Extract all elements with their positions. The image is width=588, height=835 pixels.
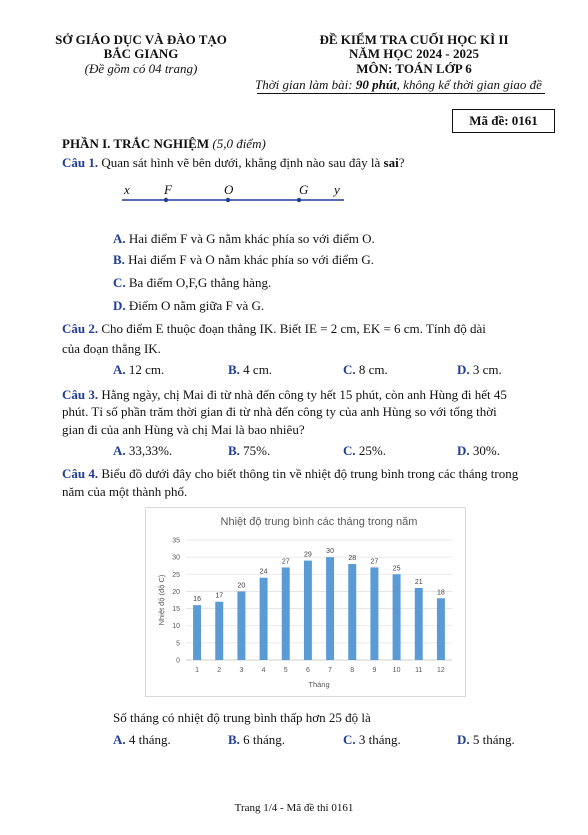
data-label: 20 [237, 582, 246, 590]
x-tick-label: 11 [415, 667, 423, 674]
bar [193, 605, 201, 660]
y-tick-label: 0 [176, 657, 180, 665]
bar [237, 591, 245, 660]
q3-option-d[interactable]: D. 30%. [457, 443, 500, 458]
q3-option-b[interactable]: B. 75%. [228, 443, 271, 458]
data-label: 30 [326, 548, 334, 556]
question-3-line2: phút. Tỉ số phần trăm thời gian đi từ nhà đến công ty của anh Hùng so với tổng thời [62, 404, 497, 419]
bar [415, 588, 423, 660]
q2-option-c[interactable]: C. 8 cm. [343, 362, 388, 377]
y-tick-label: 30 [172, 554, 180, 562]
q4-option-b[interactable]: B. 6 tháng. [228, 732, 286, 747]
x-axis-label: Tháng [308, 680, 330, 689]
subject-grade: MÔN: TOÁN LỚP 6 [356, 61, 472, 76]
q1-option-a[interactable]: A. Hai điểm F và G nằm khác phía so với điểm O. [113, 231, 375, 246]
x-tick-label: 8 [350, 667, 355, 674]
bar [304, 561, 312, 660]
question-4: Câu 4. Biểu đồ dưới đây cho biết thông tin về nhiệt độ trung bình trong các tháng trong [62, 466, 519, 481]
section-title: PHẦN I. TRẮC NGHIỆM (5,0 điểm) [62, 136, 266, 151]
point-f [164, 198, 168, 202]
x-tick-label: 12 [437, 667, 445, 674]
data-label: 17 [215, 592, 224, 600]
q4-option-c[interactable]: C. 3 tháng. [343, 732, 401, 747]
data-label: 18 [437, 589, 445, 597]
line-figure-svg [122, 180, 344, 206]
data-label: 27 [370, 558, 379, 566]
data-label: 25 [392, 565, 401, 573]
bar [326, 557, 334, 660]
data-label: 28 [348, 555, 357, 562]
x-tick-label: 10 [392, 667, 401, 674]
question-3-line3: gian đi của anh Hùng và chị Mai là bao nhiêu? [62, 422, 305, 437]
question-1: Câu 1. Quan sát hình vẽ bên dưới, khẳng định nào sau đây là sai? [62, 155, 405, 170]
data-label: 16 [193, 596, 201, 604]
line-figure [122, 180, 344, 206]
label-x: x [124, 182, 130, 197]
bar [393, 574, 401, 660]
bar [370, 567, 378, 660]
q3-option-a[interactable]: A. 33,33%. [113, 443, 173, 458]
temperature-chart-svg [146, 508, 467, 698]
x-tick-label: 6 [305, 667, 310, 674]
x-tick-label: 4 [261, 667, 266, 674]
q1-option-b[interactable]: B. Hai điểm F và O nằm khác phía so với điểm G. [113, 252, 375, 267]
x-tick-label: 3 [239, 667, 244, 674]
label-o: O [224, 182, 234, 197]
x-tick-label: 9 [372, 667, 377, 674]
header-underline [257, 93, 545, 94]
time-note: Thời gian làm bài: 90 phút, không kể thời gian giao đề [255, 77, 542, 92]
x-tick-label: 2 [217, 667, 222, 674]
bar [215, 602, 223, 660]
question-4-prompt: Số tháng có nhiệt độ trung bình thấp hơn 25 độ là [113, 710, 371, 725]
x-tick-label: 7 [328, 667, 333, 674]
q1-option-d[interactable]: D. Điểm O nằm giữa F và G. [113, 298, 265, 313]
label-f: F [164, 182, 172, 197]
q3-option-c[interactable]: C. 25%. [343, 443, 386, 458]
question-4-line2: năm của một thành phố. [62, 484, 188, 499]
x-tick-label: 5 [283, 667, 288, 674]
q1-option-c[interactable]: C. Ba điểm O,F,G thẳng hàng. [113, 275, 272, 290]
q2-option-d[interactable]: D. 3 cm. [457, 362, 502, 377]
x-tick-label: 1 [195, 667, 200, 674]
y-tick-label: 10 [172, 623, 180, 631]
q2-option-b[interactable]: B. 4 cm. [228, 362, 273, 377]
exam-title: ĐỀ KIỂM TRA CUỐI HỌC KÌ II [319, 32, 509, 47]
data-label: 29 [304, 551, 312, 559]
department-name: SỞ GIÁO DỤC VÀ ĐÀO TẠO [55, 32, 227, 47]
point-o [226, 198, 230, 202]
page-count-note: (Đề gồm có 04 trang) [84, 61, 198, 76]
bar [260, 578, 268, 660]
temperature-chart [145, 507, 466, 697]
q4-option-d[interactable]: D. 5 tháng. [457, 732, 515, 747]
label-g: G [299, 182, 309, 197]
school-year: NĂM HỌC 2024 - 2025 [349, 46, 479, 61]
bar [437, 598, 445, 660]
q2-option-a[interactable]: A. 12 cm. [113, 362, 165, 377]
y-axis-label: Nhiệt độ (độ C) [157, 574, 166, 626]
q4-option-a[interactable]: A. 4 tháng. [113, 732, 171, 747]
y-tick-label: 35 [172, 537, 180, 545]
data-label: 27 [281, 558, 290, 566]
question-2: Câu 2. Cho điểm E thuộc đoạn thẳng IK. Biết IE = 2 cm, EK = 6 cm. Tính độ dài [62, 321, 486, 336]
bar [348, 564, 356, 660]
exam-code-box: Mã đề: 0161 [452, 109, 555, 133]
data-label: 24 [259, 568, 268, 576]
question-2-line2: của đoạn thẳng IK. [62, 341, 161, 356]
question-3: Câu 3. Hằng ngày, chị Mai đi từ nhà đến công ty hết 15 phút, còn anh Hùng đi hết 45 [62, 387, 507, 402]
y-tick-label: 25 [172, 571, 180, 579]
point-g [297, 198, 301, 202]
bar [282, 567, 290, 660]
y-tick-label: 20 [172, 588, 180, 596]
page-footer: Trang 1/4 - Mã đề thi 0161 [234, 802, 354, 814]
chart-title: Nhiệt độ trung bình các tháng trong năm [220, 516, 418, 528]
data-label: 21 [414, 579, 423, 586]
y-tick-label: 5 [176, 640, 180, 648]
label-y: y [334, 182, 340, 197]
province-name: BẮC GIANG [103, 46, 179, 61]
y-tick-label: 15 [172, 606, 180, 614]
